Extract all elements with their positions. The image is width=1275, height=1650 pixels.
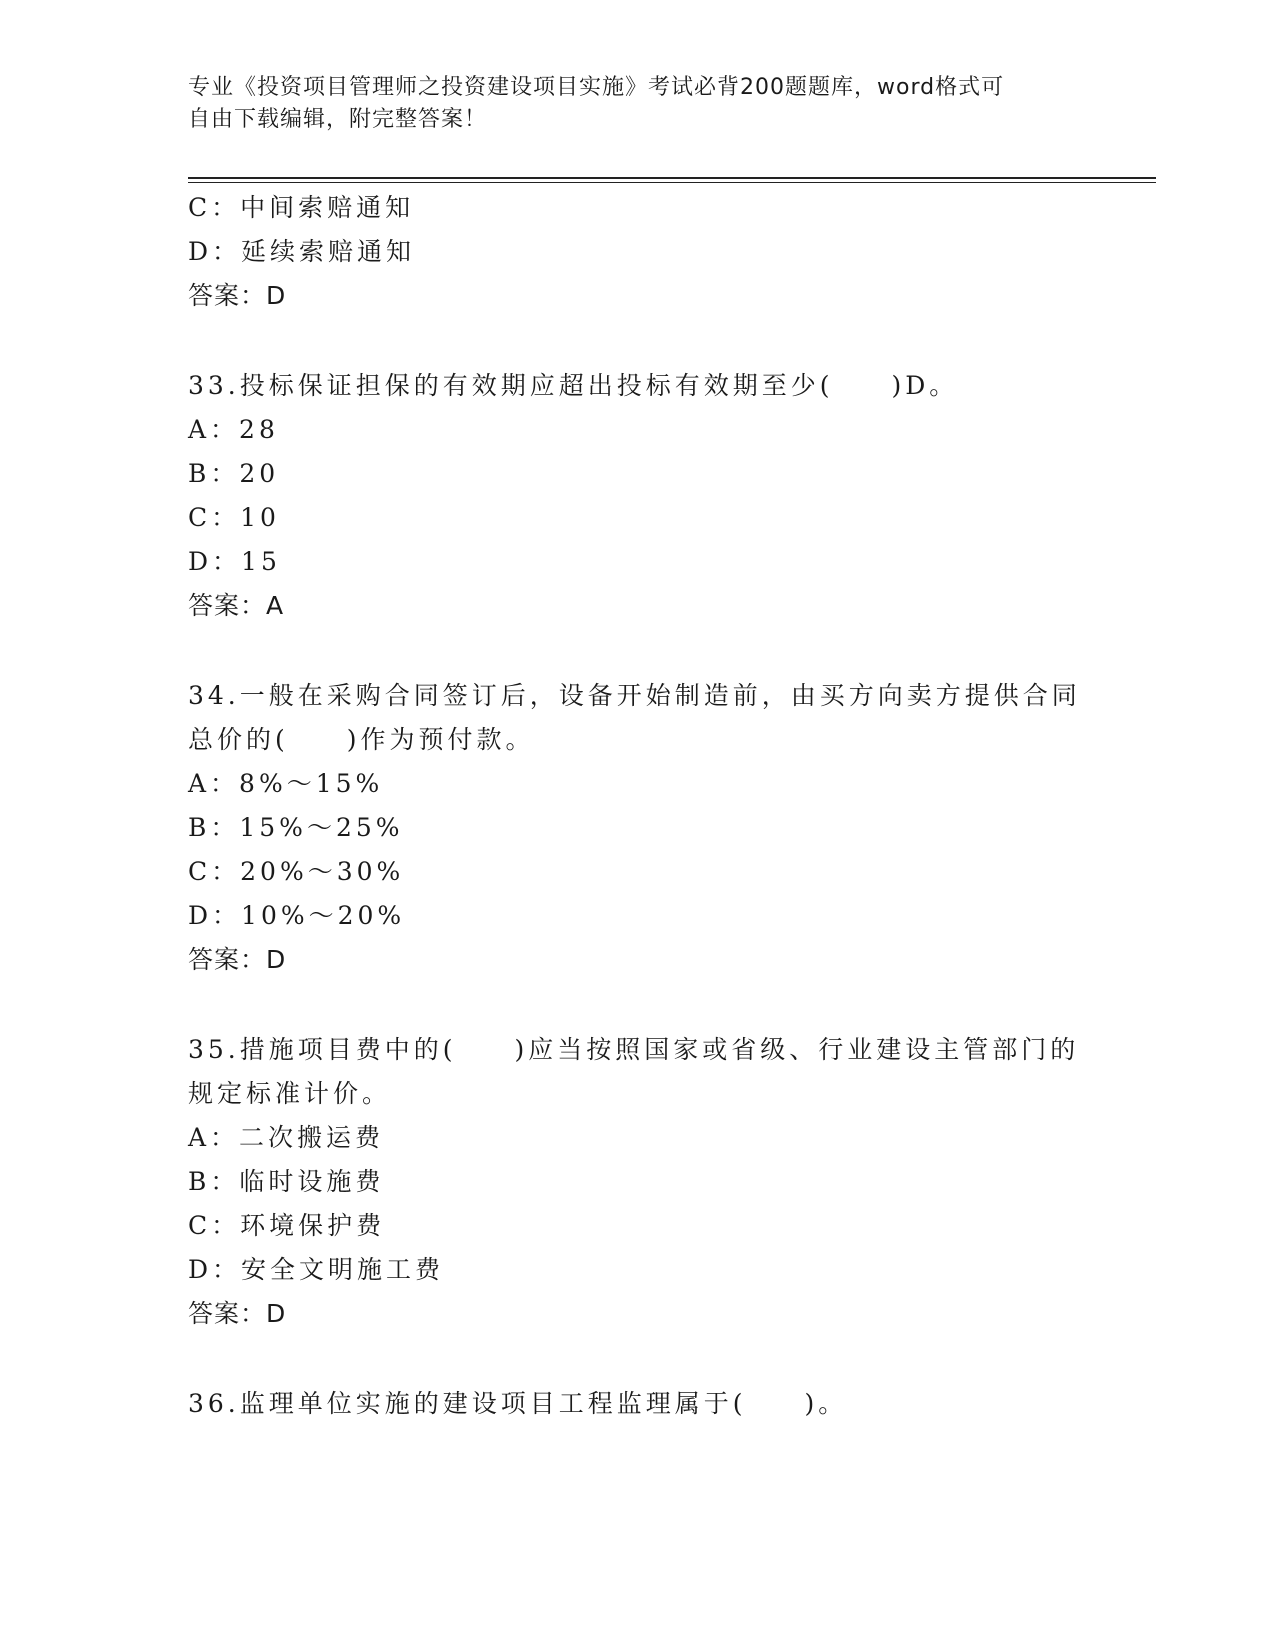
q35-stem-line-1: 35.措施项目费中的( )应当按照国家或省级、行业建设主管部门的 bbox=[188, 1035, 1080, 1064]
prev-option-d: D：延续索赔通知 bbox=[188, 237, 416, 266]
q33-option-d: D：15 bbox=[188, 547, 281, 576]
q35-option-b: B：临时设施费 bbox=[188, 1167, 385, 1196]
q33-stem: 33.投标保证担保的有效期应超出投标有效期至少( )D。 bbox=[188, 371, 959, 400]
q35-answer: 答案：D bbox=[188, 1299, 287, 1328]
q34-option-c: C：20%～30% bbox=[188, 857, 405, 886]
q33-option-a: A：28 bbox=[188, 415, 279, 444]
prev-answer: 答案：D bbox=[188, 281, 287, 310]
q34-stem-line-2: 总价的( )作为预付款。 bbox=[188, 725, 535, 754]
header-divider-thin bbox=[188, 182, 1156, 183]
prev-option-c: C：中间索赔通知 bbox=[188, 193, 415, 222]
q35-option-c: C：环境保护费 bbox=[188, 1211, 386, 1240]
q35-option-a: A：二次搬运费 bbox=[188, 1123, 385, 1152]
q33-option-c: C：10 bbox=[188, 503, 280, 532]
q34-option-a: A：8%～15% bbox=[188, 769, 384, 798]
q34-stem-line-1: 34.一般在采购合同签订后，设备开始制造前，由买方向卖方提供合同 bbox=[188, 681, 1081, 710]
q34-option-b: B：15%～25% bbox=[188, 813, 404, 842]
q36-stem: 36.监理单位实施的建设项目工程监理属于( )。 bbox=[188, 1389, 848, 1418]
q35-option-d: D：安全文明施工费 bbox=[188, 1255, 445, 1284]
header-divider-thick bbox=[188, 177, 1156, 179]
q33-answer: 答案：A bbox=[188, 591, 285, 620]
header-title-line-2: 自由下载编辑，附完整答案！ bbox=[188, 107, 488, 132]
q34-answer: 答案：D bbox=[188, 945, 287, 974]
header-title-line-1: 专业《投资项目管理师之投资建设项目实施》考试必背200题题库，word格式可 bbox=[188, 75, 1005, 100]
q34-option-d: D：10%～20% bbox=[188, 901, 406, 930]
q33-option-b: B：20 bbox=[188, 459, 280, 488]
document-header bbox=[188, 72, 1068, 136]
q35-stem-line-2: 规定标准计价。 bbox=[188, 1079, 392, 1108]
